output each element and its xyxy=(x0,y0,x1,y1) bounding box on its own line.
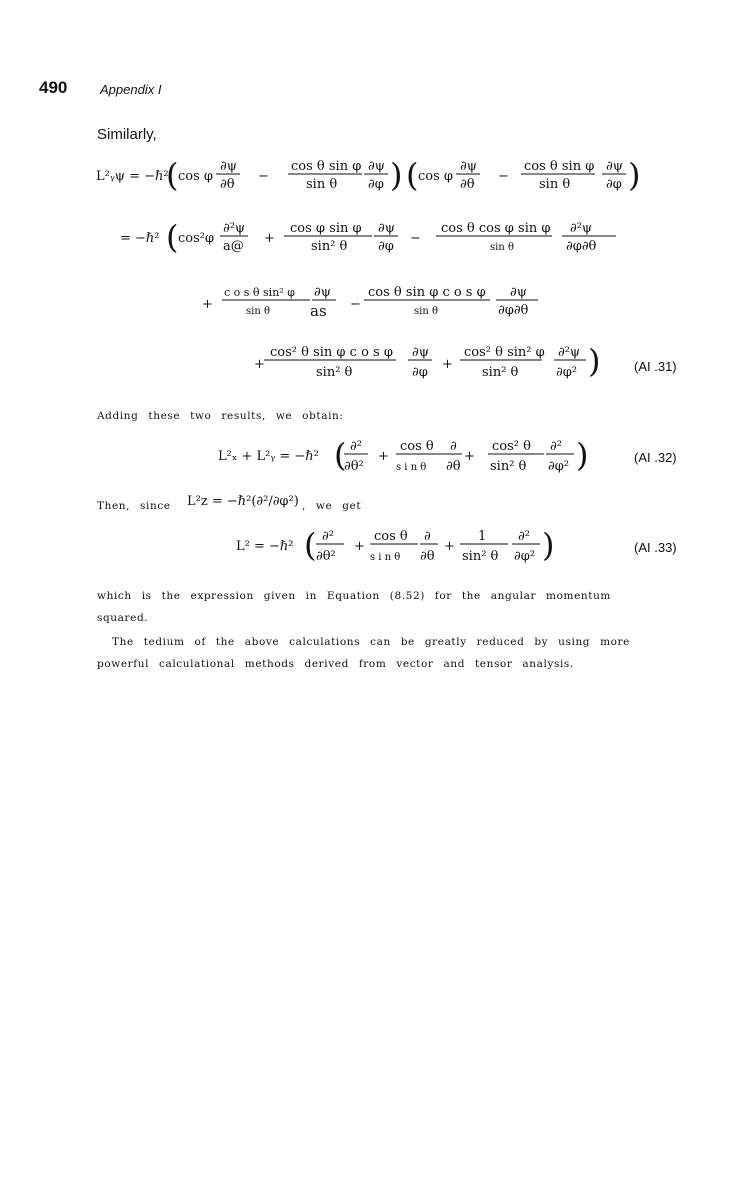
svg-text:∂θ²: ∂θ² xyxy=(316,549,336,564)
svg-text:+: + xyxy=(354,539,365,554)
svg-text:∂²: ∂² xyxy=(550,439,562,454)
svg-text:∂²: ∂² xyxy=(518,529,530,544)
svg-text:∂ψ: ∂ψ xyxy=(220,159,237,174)
text-we-get: , we get xyxy=(302,500,362,512)
svg-text:∂ψ: ∂ψ xyxy=(378,221,395,236)
svg-text:sin² θ: sin² θ xyxy=(462,549,499,564)
svg-text:cos φ: cos φ xyxy=(418,169,454,184)
text-which-line1: which is the expression given in Equation (8.52) for the angular momentum xyxy=(97,590,611,602)
svg-text:∂²ψ: ∂²ψ xyxy=(570,221,593,236)
svg-text:cos φ sin φ: cos φ sin φ xyxy=(290,221,362,236)
page-number: 490 xyxy=(39,78,68,97)
svg-text:∂: ∂ xyxy=(450,439,457,454)
svg-text:L²ᵧψ = −ℏ²: L²ᵧψ = −ℏ² xyxy=(96,169,169,184)
svg-text:(: ( xyxy=(166,156,179,194)
svg-text:−: − xyxy=(350,297,361,312)
svg-text:−: − xyxy=(258,169,269,184)
svg-text:sin θ: sin θ xyxy=(246,306,270,317)
svg-text:L² = −ℏ²: L² = −ℏ² xyxy=(236,539,294,554)
svg-text:∂²: ∂² xyxy=(322,529,334,544)
svg-text:cos θ cos φ sin φ: cos θ cos φ sin φ xyxy=(441,221,551,236)
svg-text:cos² θ sin φ c o s φ: cos² θ sin φ c o s φ xyxy=(270,345,393,360)
text-adding: Adding these two results, we obtain: xyxy=(97,410,344,422)
svg-text:∂θ: ∂θ xyxy=(446,459,461,474)
equation-block-ly xyxy=(96,150,696,400)
svg-text:∂ψ: ∂ψ xyxy=(606,159,623,174)
svg-text:∂φ: ∂φ xyxy=(368,177,384,192)
lead-in: Similarly, xyxy=(97,126,157,143)
svg-text:cos θ sin φ: cos θ sin φ xyxy=(524,159,595,174)
equation-number-32: (AI .32) xyxy=(634,450,677,465)
svg-text:−: − xyxy=(498,169,509,184)
svg-text:∂φ²: ∂φ² xyxy=(514,549,536,564)
svg-text:cos θ sin φ c o s φ: cos θ sin φ c o s φ xyxy=(368,285,486,300)
svg-text:∂φ: ∂φ xyxy=(606,177,622,192)
svg-text:sin θ: sin θ xyxy=(539,177,571,192)
svg-text:∂θ: ∂θ xyxy=(420,549,435,564)
text-tedium-line1: The tedium of the above calculations can be greatly reduced by using more xyxy=(112,636,630,648)
svg-text:cos φ: cos φ xyxy=(178,169,214,184)
svg-text:cos θ sin φ: cos θ sin φ xyxy=(291,159,362,174)
svg-text:∂φ²: ∂φ² xyxy=(556,365,578,380)
equation-lz: L²z = −ℏ²(∂²/∂φ²) xyxy=(187,494,299,509)
svg-text:∂φ: ∂φ xyxy=(378,239,394,254)
svg-text:cos θ: cos θ xyxy=(400,439,434,454)
equation-number-31: (AI .31) xyxy=(634,359,677,374)
svg-text:∂θ: ∂θ xyxy=(220,177,235,192)
svg-text:+: + xyxy=(254,357,265,372)
svg-text:1: 1 xyxy=(478,529,487,544)
svg-text:+: + xyxy=(378,449,389,464)
svg-text:sin θ: sin θ xyxy=(490,242,514,253)
svg-text:+: + xyxy=(444,539,455,554)
svg-text:(: ( xyxy=(304,526,317,564)
svg-text:∂²ψ: ∂²ψ xyxy=(558,345,581,360)
svg-text:): ) xyxy=(628,156,641,194)
equation-sum-drawing xyxy=(210,430,610,480)
svg-text:∂θ: ∂θ xyxy=(460,177,475,192)
svg-text:+: + xyxy=(264,231,275,246)
svg-text:∂²ψ: ∂²ψ xyxy=(223,221,246,236)
svg-text:∂θ²: ∂θ² xyxy=(344,459,364,474)
svg-text:cos² θ: cos² θ xyxy=(492,439,531,454)
svg-text:cos²φ: cos²φ xyxy=(178,231,215,246)
svg-text:+: + xyxy=(202,297,213,312)
svg-text:= −ℏ²: = −ℏ² xyxy=(120,231,160,246)
svg-text:sin² θ: sin² θ xyxy=(482,365,519,380)
svg-text:sin θ: sin θ xyxy=(306,177,338,192)
svg-text:): ) xyxy=(588,342,601,380)
running-header: Appendix I xyxy=(100,82,162,97)
svg-text:∂ψ: ∂ψ xyxy=(460,159,477,174)
equation-block-total xyxy=(228,520,608,570)
svg-text:∂ψ: ∂ψ xyxy=(412,345,429,360)
text-tedium-line2: powerful calculational methods derived from vector and tensor analysis. xyxy=(97,658,574,670)
svg-text:(: ( xyxy=(406,156,419,194)
svg-text:+: + xyxy=(464,449,475,464)
svg-text:∂ψ: ∂ψ xyxy=(314,285,331,300)
equation-total-drawing xyxy=(228,520,608,570)
svg-text:∂φ∂θ: ∂φ∂θ xyxy=(498,303,529,318)
svg-text:a@: a@ xyxy=(223,239,244,254)
svg-text:∂φ: ∂φ xyxy=(412,365,428,380)
svg-text:sin θ: sin θ xyxy=(414,306,438,317)
equation-number-33: (AI .33) xyxy=(634,540,677,555)
equation-ly-drawing xyxy=(96,150,696,400)
svg-text:s i n θ: s i n θ xyxy=(396,462,427,473)
svg-text:sin² θ: sin² θ xyxy=(490,459,527,474)
svg-text:cos² θ sin² φ: cos² θ sin² φ xyxy=(464,345,545,360)
text-which-line2: squared. xyxy=(97,612,149,624)
svg-text:∂φ²: ∂φ² xyxy=(548,459,570,474)
svg-text:sin² θ: sin² θ xyxy=(316,365,353,380)
svg-text:∂ψ: ∂ψ xyxy=(368,159,385,174)
svg-text:): ) xyxy=(576,436,589,474)
svg-text:∂: ∂ xyxy=(424,529,431,544)
svg-text:(: ( xyxy=(166,218,179,256)
svg-text:c o s θ sin² φ: c o s θ sin² φ xyxy=(224,286,295,299)
svg-text:(: ( xyxy=(334,436,347,474)
svg-text:as: as xyxy=(310,302,327,320)
equation-block-sum xyxy=(210,430,610,480)
svg-text:sin² θ: sin² θ xyxy=(311,239,348,254)
text-then-since: Then, since xyxy=(97,500,171,512)
svg-text:∂ψ: ∂ψ xyxy=(510,285,527,300)
svg-text:cos θ: cos θ xyxy=(374,529,408,544)
svg-text:∂²: ∂² xyxy=(350,439,362,454)
svg-text:+: + xyxy=(442,357,453,372)
svg-text:): ) xyxy=(390,156,403,194)
svg-text:L²ₓ + L²ᵧ = −ℏ²: L²ₓ + L²ᵧ = −ℏ² xyxy=(218,449,319,464)
svg-text:−: − xyxy=(410,231,421,246)
svg-text:): ) xyxy=(542,526,555,564)
svg-text:∂φ∂θ: ∂φ∂θ xyxy=(566,239,597,254)
svg-text:s i n θ: s i n θ xyxy=(370,552,401,563)
